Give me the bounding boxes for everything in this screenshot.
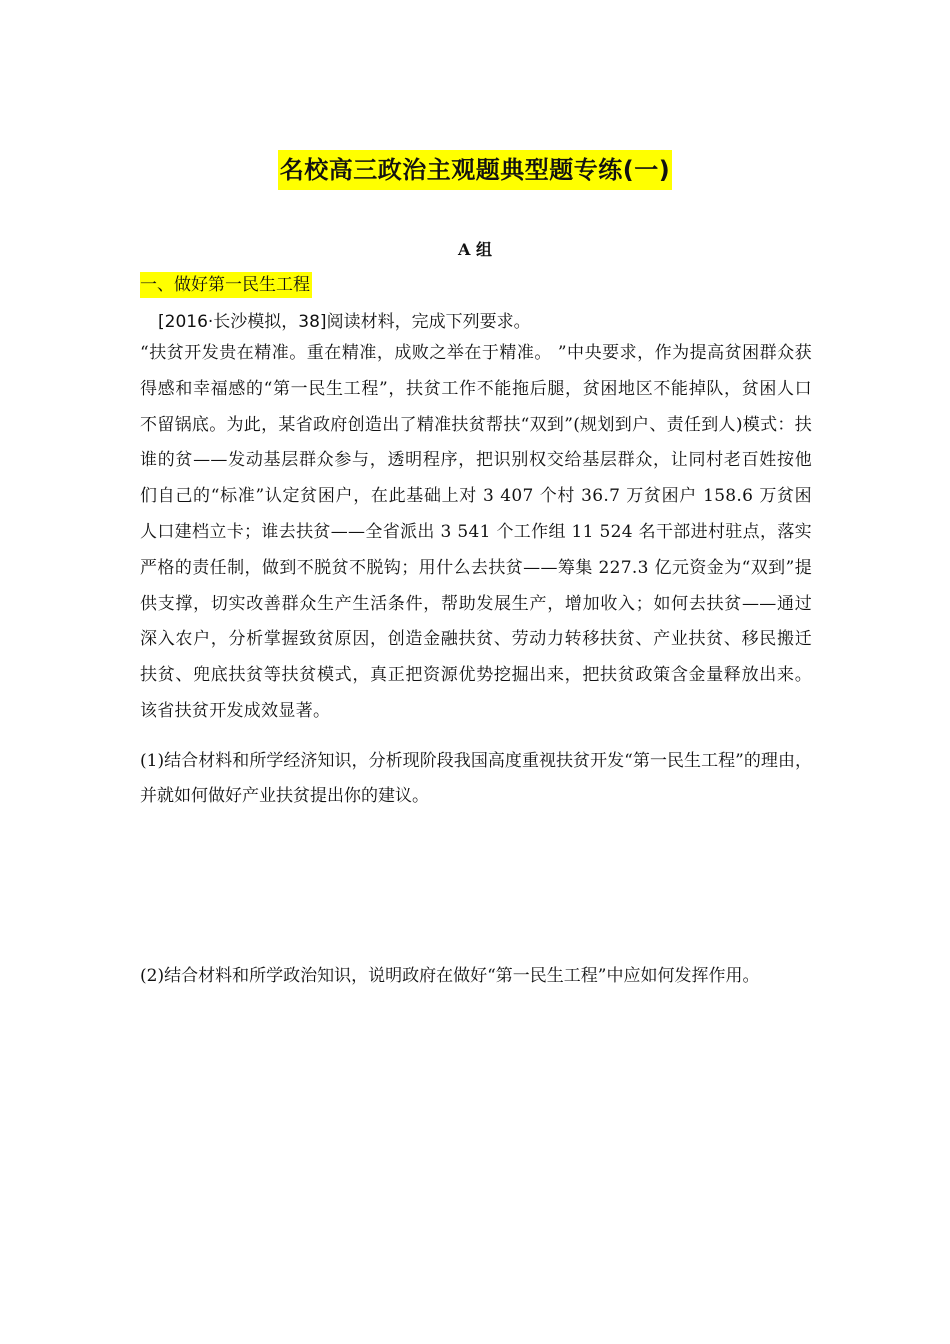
source-citation: [2016·长沙模拟，38]: [158, 312, 327, 332]
source-instruction: 阅读材料，完成下列要求。: [326, 312, 531, 332]
section-heading: 一、做好第一民生工程: [140, 272, 312, 298]
title-container: [0, 150, 950, 190]
source-line: [158, 308, 531, 336]
group-label: A 组: [458, 240, 492, 259]
material-paragraph: “扶贫开发贵在精准。重在精准，成败之举在于精准。 ”中央要求，作为提高贫困群众获得感和幸福感的“第一民生工程”，扶贫工作不能拖后腿，贫困地区不能掉队，贫困人口不留锅底。为此，某省政府创造出了精准扶贫帮扶“双到”(规划到户、责任到人)模式：扶谁的贫——发动基层群众参与，透明程序，把识别权交给基层群众，让同村老百姓按他们自己的“标准”认定贫困户，在此基础上对 3 407 个村 36.7 万贫困户 158.6 万贫困人口建档立卡；谁去扶贫——全省派出 3 541 个工作组 11 524 名干部进村驻点，落实严格的责任制，做到不脱贫不脱钩；用什么去扶贫——筹集 227.3 亿元资金为“双到”提供支撑，切实改善群众生产生活条件，帮助发展生产，增加收入；如何去扶贫——通过深入农户，分析掌握致贫原因，创造金融扶贫、劳动力转移扶贫、产业扶贫、移民搬迁扶贫、兜底扶贫等扶贫模式，真正把资源优势挖掘出来，把扶贫政策含金量释放出来。该省扶贫开发成效显著。: [140, 343, 812, 721]
document-title: 名校高三政治主观题典型题专练(一): [278, 150, 672, 190]
question-2: (2)结合材料和所学政治知识，说明政府在做好“第一民生工程”中应如何发挥作用。: [140, 966, 760, 986]
question-1: (1)结合材料和所学经济知识，分析现阶段我国高度重视扶贫开发“第一民生工程”的理由，并就如何做好产业扶贫提出你的建议。: [140, 751, 812, 806]
